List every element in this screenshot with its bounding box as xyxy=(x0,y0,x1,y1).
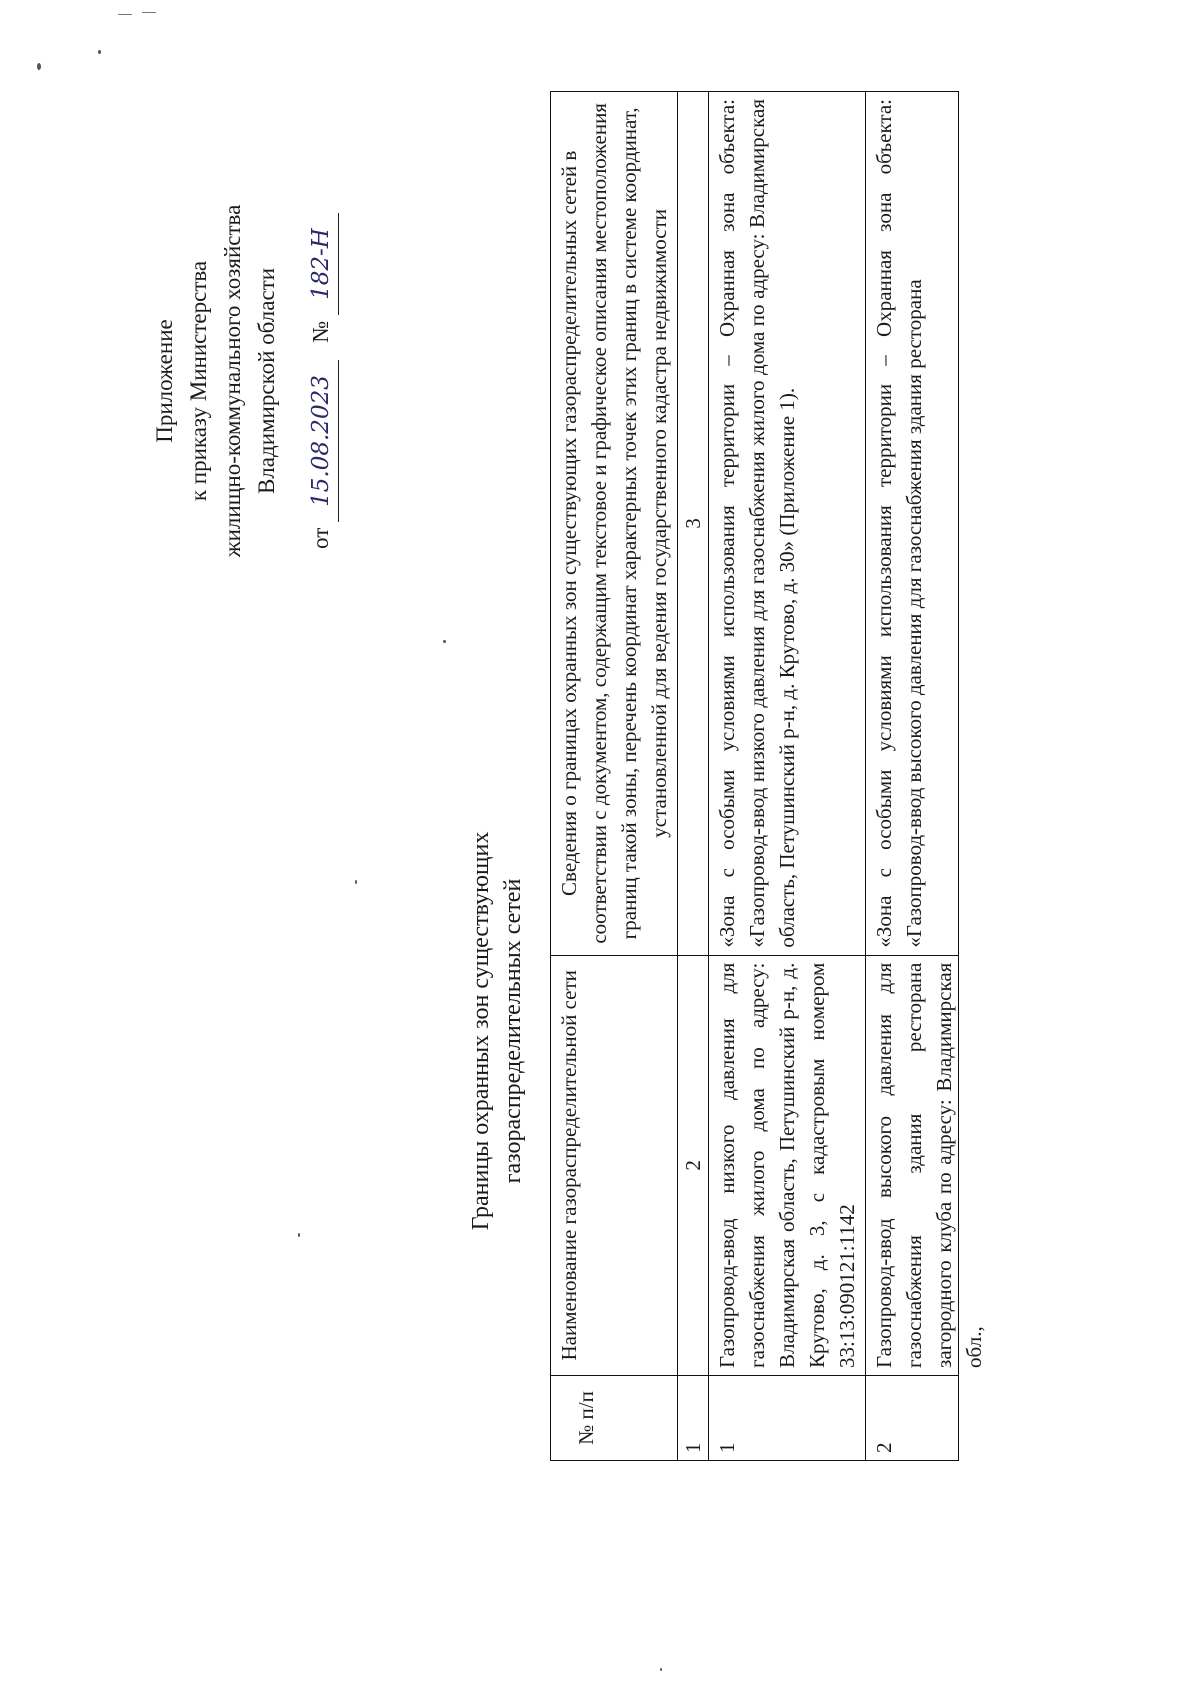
region-name: Владимирской области xyxy=(254,267,279,495)
row-number-text: 2 xyxy=(872,1442,896,1453)
title-line-2: газораспределительных сетей xyxy=(500,878,526,1184)
network-name-text: Газопровод-ввод высокого давления для газоснабжения здания ресторана загородного клуба по адресу: Владимирская обл., xyxy=(872,962,986,1368)
table-number-row xyxy=(678,92,709,1461)
header-number: № п/п xyxy=(551,1375,678,1460)
order-number: 182-Н xyxy=(304,213,339,315)
network-name xyxy=(866,955,986,1375)
table-row xyxy=(866,92,959,1461)
document-page xyxy=(80,91,1120,1611)
ministry-name: жилищно-коммунального хозяйства xyxy=(220,204,245,558)
order-reference: к приказу Министерства xyxy=(186,260,211,502)
date-prefix: от xyxy=(308,527,333,549)
document-title xyxy=(465,751,529,1311)
zone-info-text: «Зона с особыми условиями использования территории – Охранная зона объекта: «Газопровод-ввод высокого давления для газоснабжения здания ресторана xyxy=(872,99,926,948)
zones-table xyxy=(550,91,986,1461)
order-date: 15.08.2023 xyxy=(304,360,339,522)
scan-speck xyxy=(37,63,41,70)
header-network-name: Наименование газораспределительной сети xyxy=(551,955,678,1375)
appendix-label: Приложение xyxy=(152,319,177,443)
order-date-number xyxy=(304,146,339,616)
scan-speck xyxy=(98,50,101,54)
scan-speck xyxy=(660,1668,662,1671)
row-number: 1 xyxy=(709,1375,866,1460)
header-zone-info: Сведения о границах охранных зон существующих газораспределительных сетей в соответствии с документом, содержащим текстовое и графическое описания местоположения границ такой зоны, перечень координат характерных точек этих границ в системе координат, установленной для ведения государственного кадастра недвижимости xyxy=(551,92,678,956)
table-header-row xyxy=(551,92,678,1461)
table-row xyxy=(709,92,866,1461)
scan-mark xyxy=(118,14,132,15)
number-cell-3: 3 xyxy=(678,92,709,956)
number-cell-2: 2 xyxy=(678,955,709,1375)
appendix-header xyxy=(148,146,339,616)
row-number xyxy=(866,1375,959,1460)
title-line-1: Границы охранных зон существующих xyxy=(468,831,494,1231)
scan-mark xyxy=(142,12,156,13)
number-cell-1: 1 xyxy=(678,1375,709,1460)
network-name: Газопровод-ввод низкого давления для газоснабжения жилого дома по адресу: Владимирская область, Петушинский р-н, д. Крутово, д. 3, с кадастровым номером 33:13:090121:1142 xyxy=(709,955,866,1375)
zone-info: «Зона с особыми условиями использования территории – Охранная зона объекта: «Газопровод-ввод низкого давления для газоснабжения жилого дома по адресу: Владимирская область, Петушинский р-н, д. Крутово, д. 30» (Приложение 1). xyxy=(709,92,866,956)
zone-info xyxy=(866,92,959,956)
number-prefix: № xyxy=(308,320,333,343)
